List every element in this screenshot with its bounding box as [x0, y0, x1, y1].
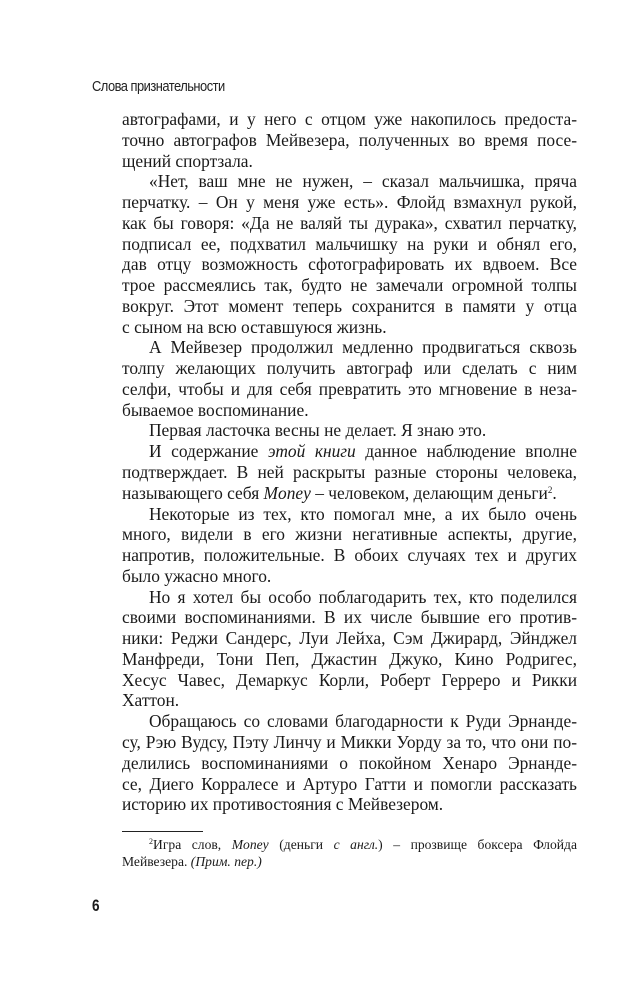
text-line: «Нет, ваш мне не нужен, – сказал мальчишка, пряча	[149, 171, 577, 192]
text-line: Обращаюсь со словами благодарности к Руди Эрнанде-	[149, 711, 577, 732]
text-line: Хесус Чавес, Демаркус Корли, Роберт Герреро и Рикки	[122, 669, 577, 690]
footnote-text: (деньги	[268, 837, 334, 852]
text-line: Первая ласточка весны не делает. Я знаю это.	[149, 420, 487, 441]
text-line: было ужасно много.	[122, 565, 272, 586]
text-segment: называющего себя	[122, 482, 264, 503]
text-line: Но я хотел бы особо поблагодарить тех, кто поделился	[149, 586, 577, 607]
text-line: вокруг. Этот момент теперь сохранится в памяти у отца	[122, 295, 577, 316]
text-line: ники: Реджи Сандерс, Луи Лейха, Сэм Джирард, Эйнджел	[122, 628, 577, 649]
page-number: 6	[92, 896, 100, 915]
text-line: селфи, чтобы и для себя превратить это мгновение в неза-	[122, 378, 577, 399]
footnote-italic: (Прим. пер.)	[190, 854, 262, 869]
text-line: су, Рэю Вудсу, Пэту Линчу и Микки Уорду за то, что они по-	[122, 731, 577, 752]
text-line: подтверждает. В ней раскрыты разные стороны человека,	[122, 462, 577, 483]
text-line: перчатку. – Он у меня уже есть». Флойд взмахнул рукой,	[122, 192, 577, 213]
text-line: трое рассмеялись так, будто не замечали огромной толпы	[122, 275, 577, 296]
footnote-italic: с англ.	[333, 837, 379, 852]
text-line: точно автографов Мейвезера, полученных во время посе-	[122, 129, 577, 150]
footnote-divider	[122, 831, 203, 832]
footnote-text: ) – прозвище боксера Флойда	[378, 837, 577, 852]
running-header: Слова признательности	[92, 78, 225, 95]
text-line: напротив, положительные. В обоих случаях тех и других	[122, 545, 577, 566]
footnote-line	[122, 853, 577, 870]
text-line: автографами, и у него с отцом уже накопилось предоста-	[122, 109, 577, 129]
footnote-line	[122, 836, 577, 853]
text-line: с сыном на всю оставшуюся жизнь.	[122, 316, 387, 337]
body-text	[122, 109, 577, 815]
text-line: толпу желающих получить автограф или сделать с ним	[122, 358, 577, 379]
text-line: Хаттон.	[122, 690, 180, 711]
italic-text: этой книги	[267, 441, 356, 462]
text-line	[122, 483, 577, 504]
footnote-text: Мейвезера.	[122, 854, 191, 869]
text-line: дав отцу возможность сфотографировать их вдвоем. Все	[122, 254, 577, 275]
text-line: много, видели в его жизни негативные аспекты, другие,	[122, 524, 577, 545]
footnote-marker: 2	[149, 837, 153, 846]
text-line: Манфреди, Тони Пеп, Джастин Джуко, Кино Родригес,	[122, 648, 577, 669]
text-line: Некоторые из тех, кто помогал мне, а их было очень	[149, 503, 577, 524]
italic-text: Money	[263, 482, 311, 503]
footnote	[122, 836, 577, 870]
text-line: подписал ее, подхватил мальчишку на руки и обнял его,	[122, 233, 577, 254]
text-line	[122, 441, 577, 462]
text-segment: .	[552, 482, 557, 503]
text-line: историю их противостояния с Мейвезером.	[122, 794, 444, 815]
footnote-text: Игра слов,	[153, 837, 232, 852]
text-line: бываемое воспоминание.	[122, 399, 309, 420]
text-segment: И содержание	[149, 441, 268, 462]
text-line: делились воспоминаниями о покойном Хенаро Эрнанде-	[122, 752, 577, 773]
text-segment: – человеком, делающим деньги	[310, 482, 548, 503]
text-line: А Мейвезер продолжил медленно продвигаться сквозь	[149, 337, 577, 358]
footnote-reference: 2	[547, 484, 553, 495]
footnote-italic: Money	[231, 837, 269, 852]
text-line: как бы говоря: «Да не валяй ты дурака», схватил перчатку,	[122, 212, 577, 233]
text-line: се, Диего Корралесе и Артуро Гатти и помогли рассказать	[122, 773, 577, 794]
text-line: щений спортзала.	[122, 150, 253, 171]
text-segment: данное наблюдение вполне	[355, 441, 577, 462]
text-line: своими воспоминаниями. В их числе бывшие его против-	[122, 607, 577, 628]
